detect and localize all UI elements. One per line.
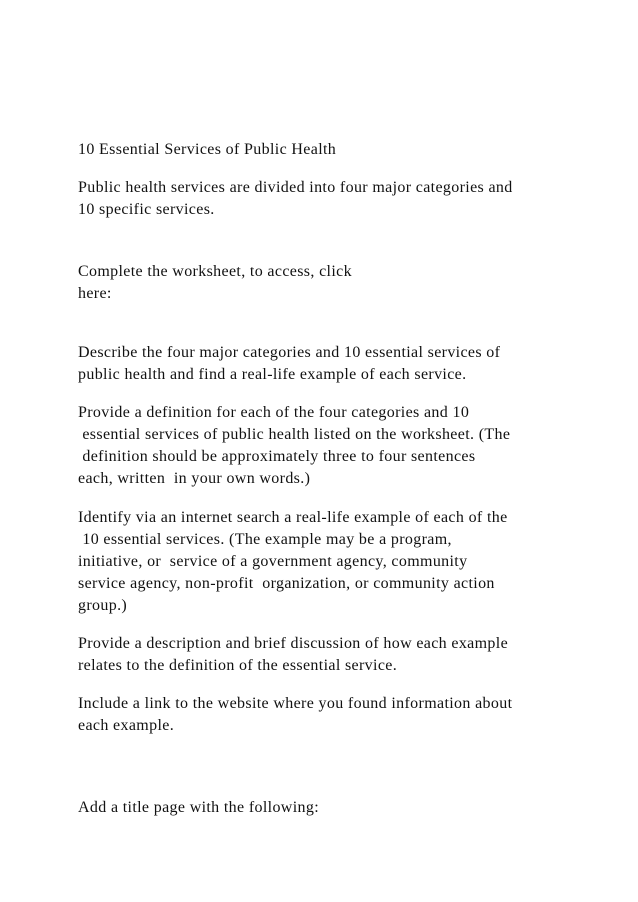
definition-line-3: definition should be approximately three to four sentences <box>78 448 476 465</box>
link-line-2: each example. <box>78 717 175 734</box>
identify-line-5: group.) <box>78 597 128 614</box>
intro-line-2: 10 specific services. <box>78 201 215 218</box>
worksheet-line-1: Complete the worksheet, to access, click <box>78 263 352 280</box>
discussion-line-1: Provide a description and brief discussion of how each example <box>78 635 509 652</box>
discussion-line-2: relates to the definition of the essential service. <box>78 657 398 674</box>
describe-line-2: public health and find a real-life example of each service. <box>78 366 467 383</box>
definition-line-4: each, written in your own words.) <box>78 470 311 487</box>
identify-line-4: service agency, non-profit organization, or community action <box>78 575 495 592</box>
describe-line-1: Describe the four major categories and 10 essential services of <box>78 344 501 361</box>
definition-line-2: essential services of public health listed on the worksheet. (The <box>78 426 511 443</box>
title-page-instruction: Add a title page with the following: <box>78 799 319 816</box>
intro-line-1: Public health services are divided into four major categories and <box>78 179 513 196</box>
identify-line-1: Identify via an internet search a real-life example of each of the <box>78 509 508 526</box>
worksheet-link-here[interactable]: here: <box>78 285 112 302</box>
link-line-1: Include a link to the website where you found information about <box>78 695 513 712</box>
identify-line-2: 10 essential services. (The example may be a program, <box>78 531 452 548</box>
document-title: 10 Essential Services of Public Health <box>78 141 337 158</box>
identify-line-3: initiative, or service of a government agency, community <box>78 553 468 570</box>
definition-line-1: Provide a definition for each of the four categories and 10 <box>78 404 470 421</box>
